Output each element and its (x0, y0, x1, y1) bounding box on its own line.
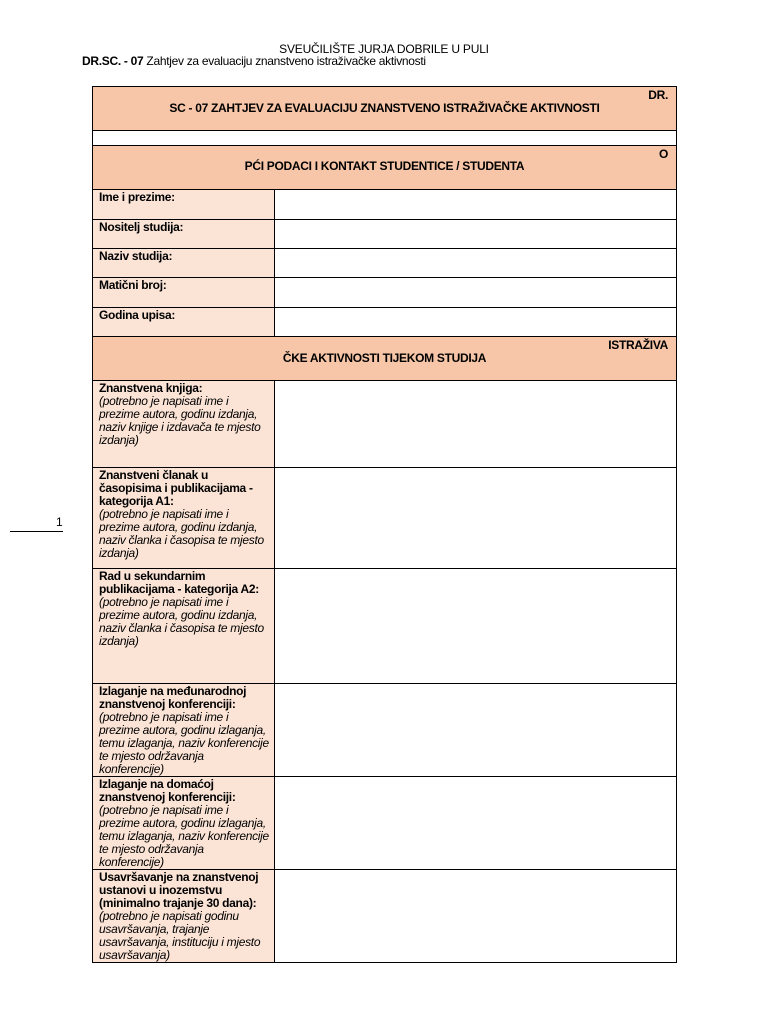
field-row (93, 190, 677, 220)
activity-title: Rad u sekundarnim publikacijama - kategorija A2: (99, 569, 259, 596)
scientific-book-input-cell[interactable] (275, 381, 677, 468)
field-row (93, 278, 677, 308)
activity-row (93, 569, 677, 684)
activity-row (93, 381, 677, 468)
activity-note: (potrebno je napisati ime i prezime autora, godinu izdanja, naziv članka i časopisa te mjesto izdanja) (99, 595, 264, 648)
form-title: SC - 07 ZAHTJEV ZA EVALUACIJU ZNANSTVENO ISTRAŽIVAČKE AKTIVNOSTI (169, 101, 600, 115)
activity-note: (potrebno je napisati ime i prezime autora, godinu izdanja, naziv knjige i izdavača te mjesto izdanja) (99, 394, 261, 447)
field-label-cell (93, 308, 275, 337)
study-name-input-cell[interactable] (275, 249, 677, 278)
activity-label-cell (93, 569, 275, 684)
document-code: DR.SC. - 07 (82, 54, 144, 68)
activity-title: Znanstvena knjiga: (99, 381, 203, 395)
form-title-corner: DR. (648, 88, 668, 102)
spacer-row (93, 131, 677, 146)
section-personal-corner: O (658, 147, 668, 161)
field-label-cell (93, 249, 275, 278)
activity-row (93, 777, 677, 870)
evaluation-form (92, 86, 677, 963)
section-header-row (93, 337, 677, 381)
section-header-row (93, 146, 677, 190)
field-label: Ime i prezime: (99, 190, 175, 204)
activity-title: Izlaganje na međunarodnoj znanstvenoj konferenciji: (99, 684, 247, 711)
study-holder-input-cell[interactable] (275, 220, 677, 249)
section-activities-header (93, 337, 677, 381)
footnote-separator (10, 531, 63, 532)
field-row (93, 249, 677, 278)
article-a1-input-cell[interactable] (275, 468, 677, 569)
activity-label-cell (93, 684, 275, 777)
activity-row (93, 468, 677, 569)
activity-row (93, 684, 677, 777)
enrollment-year-input-cell[interactable] (275, 308, 677, 337)
spacer-cell (93, 131, 677, 146)
field-label: Godina upisa: (99, 308, 176, 322)
section-activities-title: ČKE AKTIVNOSTI TIJEKOM STUDIJA (282, 351, 487, 365)
field-row (93, 308, 677, 337)
field-label: Matični broj: (99, 278, 167, 292)
field-label: Nositelj studija: (99, 220, 184, 234)
activity-note: (potrebno je napisati ime i prezime autora, godinu izlaganja, temu izlaganja, naziv konferencije te mjesto održavanja konferencije) (99, 803, 269, 869)
activity-label-cell (93, 777, 275, 870)
form-header-row (93, 87, 677, 131)
name-input-cell[interactable] (275, 190, 677, 220)
activity-note: (potrebno je napisati ime i prezime autora, godinu izdanja, naziv članka i časopisa te mjesto izdanja) (99, 507, 264, 560)
activity-label-cell (93, 870, 275, 963)
paper-a2-input-cell[interactable] (275, 569, 677, 684)
document-subtitle (82, 55, 426, 68)
section-activities-corner: ISTRAŽIVA (608, 338, 668, 352)
activity-title: Usavršavanje na znanstvenoj ustanovi u inozemstvu (minimalno trajanje 30 dana): (99, 870, 259, 910)
section-personal-title: PĆI PODACI I KONTAKT STUDENTICE / STUDENTA (244, 159, 525, 173)
activity-title: Znanstveni članak u časopisima i publikacijama - kategorija A1: (99, 468, 253, 508)
field-label-cell (93, 278, 275, 308)
activity-row (93, 870, 677, 963)
training-abroad-input-cell[interactable] (275, 870, 677, 963)
field-label-cell (93, 190, 275, 220)
activity-title: Izlaganje na domaćoj znanstvenoj konferenciji: (99, 777, 236, 804)
activity-note: (potrebno je napisati godinu usavršavanja, trajanje usavršavanja, instituciju i mjesto usavršavanja) (99, 909, 261, 962)
domestic-conference-input-cell[interactable] (275, 777, 677, 870)
page-number: 1 (56, 515, 63, 529)
field-label-cell (93, 220, 275, 249)
university-name: SVEUČILIŠTE JURJA DOBRILE U PULI (279, 42, 489, 56)
section-personal-header (93, 146, 677, 190)
field-label: Naziv studija: (99, 249, 173, 263)
activity-label-cell (93, 468, 275, 569)
field-row (93, 220, 677, 249)
activity-note: (potrebno je napisati ime i prezime autora, godinu izlaganja, temu izlaganja, naziv konferencije te mjesto održavanja konferencije) (99, 710, 269, 776)
international-conference-input-cell[interactable] (275, 684, 677, 777)
activity-label-cell (93, 381, 275, 468)
form-title-cell (93, 87, 677, 131)
registration-number-input-cell[interactable] (275, 278, 677, 308)
document-subtitle-text: Zahtjev za evaluaciju znanstveno istraživačke aktivnosti (143, 54, 426, 68)
